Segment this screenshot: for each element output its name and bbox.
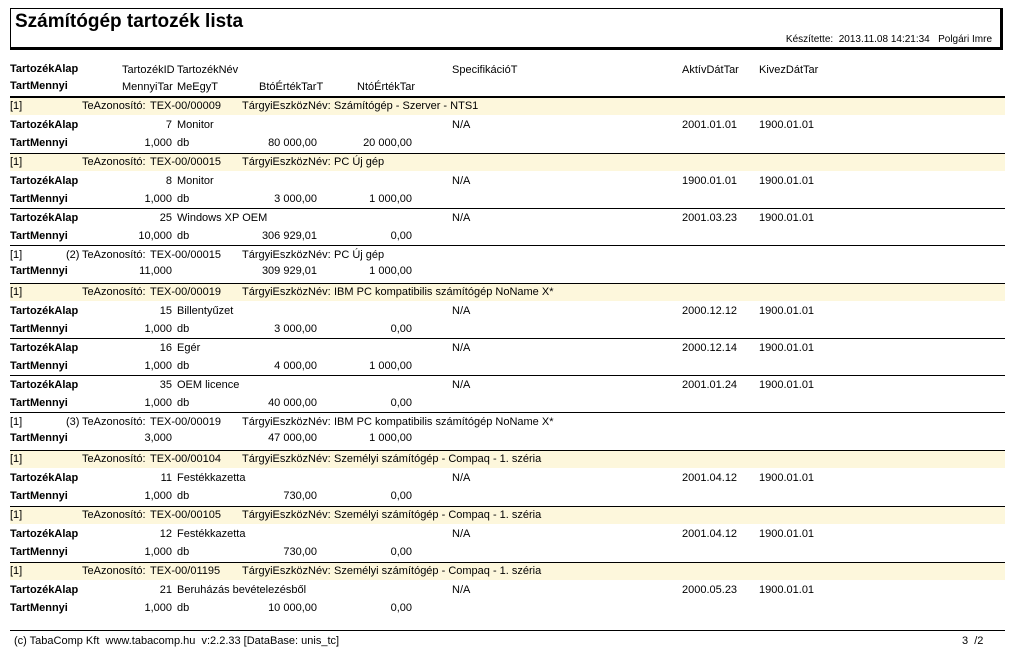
item-id: 7 bbox=[165, 119, 172, 131]
item-nto: 0,00 bbox=[390, 397, 412, 409]
header-tartozeknev: TartozékNév bbox=[177, 64, 239, 76]
item-aktiv: 1900.01.01 bbox=[682, 175, 738, 187]
summary-nto: 1 000,00 bbox=[369, 432, 412, 444]
item-kivez: 1900.01.01 bbox=[759, 305, 815, 317]
item-kivez: 1900.01.01 bbox=[759, 212, 815, 224]
report-header bbox=[10, 8, 1003, 50]
group-targyi-label: TárgyiEszközNév: bbox=[242, 100, 331, 112]
item-qty: 1,000 bbox=[144, 137, 172, 149]
item-name: Windows XP OEM bbox=[177, 212, 268, 224]
item-alap-label: TartozékAlap bbox=[10, 175, 79, 187]
item-unit: db bbox=[177, 397, 190, 409]
item-kivez: 1900.01.01 bbox=[759, 342, 815, 354]
item-spec: N/A bbox=[452, 342, 471, 354]
item-alap-label: TartozékAlap bbox=[10, 528, 79, 540]
item-unit: db bbox=[177, 137, 190, 149]
summary-mennyi-label: TartMennyi bbox=[10, 265, 68, 277]
summary-nev: PC Új gép bbox=[334, 249, 385, 261]
group-bracket: [1] bbox=[10, 565, 23, 577]
item-unit: db bbox=[177, 602, 190, 614]
item-qty: 1,000 bbox=[144, 360, 172, 372]
summary-rule bbox=[10, 412, 1005, 413]
group-nev: PC Új gép bbox=[334, 156, 385, 168]
item-spec: N/A bbox=[452, 119, 471, 131]
item-unit: db bbox=[177, 323, 190, 335]
header-aktivdat: AktívDátTar bbox=[682, 64, 739, 76]
item-kivez: 1900.01.01 bbox=[759, 119, 815, 131]
summary-bracket: [1] bbox=[10, 249, 23, 261]
header-meegyt: MeEgyT bbox=[177, 81, 218, 93]
item-alap-label: TartozékAlap bbox=[10, 472, 79, 484]
item-kivez: 1900.01.01 bbox=[759, 472, 815, 484]
header-tartmennyi: TartMennyi bbox=[10, 80, 68, 92]
item-nto: 0,00 bbox=[390, 602, 412, 614]
item-id: 8 bbox=[165, 175, 172, 187]
group-teazon-label: TeAzonosító: bbox=[82, 156, 146, 168]
item-bto: 3 000,00 bbox=[274, 193, 317, 205]
group-targyi-label: TárgyiEszközNév: bbox=[242, 286, 331, 298]
item-nto: 0,00 bbox=[390, 230, 412, 242]
item-spec: N/A bbox=[452, 472, 471, 484]
item-aktiv: 2001.03.23 bbox=[682, 212, 738, 224]
item-unit: db bbox=[177, 546, 190, 558]
item-alap-label: TartozékAlap bbox=[10, 379, 79, 391]
item-bto: 4 000,00 bbox=[274, 360, 317, 372]
item-qty: 1,000 bbox=[144, 490, 172, 502]
item-nto: 1 000,00 bbox=[369, 193, 412, 205]
summary-teazon-label: TeAzonosító: bbox=[82, 416, 146, 428]
summary-targyi-label: TárgyiEszközNév: bbox=[242, 249, 331, 261]
item-qty: 1,000 bbox=[144, 323, 172, 335]
group-bracket: [1] bbox=[10, 100, 23, 112]
item-kivez: 1900.01.01 bbox=[759, 175, 815, 187]
item-aktiv: 2001.01.01 bbox=[682, 119, 738, 131]
item-alap-label: TartozékAlap bbox=[10, 212, 79, 224]
created-at: 2013.11.08 14:21:34 bbox=[838, 34, 930, 45]
item-spec: N/A bbox=[452, 305, 471, 317]
item-id: 21 bbox=[159, 584, 172, 596]
group-teazon: TEX-00/00009 bbox=[150, 100, 221, 112]
group-targyi-label: TárgyiEszközNév: bbox=[242, 453, 331, 465]
summary-teazon: TEX-00/00015 bbox=[150, 249, 221, 261]
item-unit: db bbox=[177, 490, 190, 502]
summary-count: (3) bbox=[66, 416, 80, 428]
group-teazon: TEX-00/00104 bbox=[150, 453, 221, 465]
summary-count: (2) bbox=[66, 249, 80, 261]
group-nev: Számítógép - Szerver - NTS1 bbox=[334, 100, 479, 112]
item-nto: 1 000,00 bbox=[369, 360, 412, 372]
header-tartozekid: TartozékID bbox=[122, 64, 175, 76]
group-bracket: [1] bbox=[10, 156, 23, 168]
header-btoertek: BtóÉrtékTarT bbox=[259, 81, 324, 93]
group-nev: IBM PC kompatibilis számítógép NoName X* bbox=[334, 286, 554, 298]
item-aktiv: 2000.12.14 bbox=[682, 342, 738, 354]
item-aktiv: 2001.01.24 bbox=[682, 379, 738, 391]
summary-nev: IBM PC kompatibilis számítógép NoName X* bbox=[334, 416, 554, 428]
item-name: OEM licence bbox=[177, 379, 240, 391]
item-unit: db bbox=[177, 193, 190, 205]
item-name: Beruházás bevételezésből bbox=[177, 584, 307, 596]
footer-rule bbox=[10, 630, 1005, 631]
created-by: Polgári Imre bbox=[938, 34, 992, 45]
item-bto: 10 000,00 bbox=[268, 602, 317, 614]
item-name: Monitor bbox=[177, 119, 214, 131]
item-name: Egér bbox=[177, 342, 201, 354]
item-name: Festékkazetta bbox=[177, 528, 246, 540]
item-mennyi-label: TartMennyi bbox=[10, 397, 68, 409]
group-nev: Személyi számítógép - Compaq - 1. széria bbox=[334, 565, 542, 577]
item-spec: N/A bbox=[452, 584, 471, 596]
item-unit: db bbox=[177, 230, 190, 242]
summary-bto: 47 000,00 bbox=[268, 432, 317, 444]
summary-targyi-label: TárgyiEszközNév: bbox=[242, 416, 331, 428]
report-meta bbox=[786, 34, 992, 45]
item-spec: N/A bbox=[452, 175, 471, 187]
item-id: 16 bbox=[159, 342, 172, 354]
group-nev: Személyi számítógép - Compaq - 1. széria bbox=[334, 453, 542, 465]
group-teazon: TEX-00/00105 bbox=[150, 509, 221, 521]
item-nto: 0,00 bbox=[390, 546, 412, 558]
summary-qty: 11,000 bbox=[139, 265, 172, 277]
report-title: Számítógép tartozék lista bbox=[15, 11, 244, 32]
item-rule bbox=[10, 338, 1005, 339]
item-mennyi-label: TartMennyi bbox=[10, 137, 68, 149]
item-mennyi-label: TartMennyi bbox=[10, 602, 68, 614]
item-alap-label: TartozékAlap bbox=[10, 584, 79, 596]
summary-mennyi-label: TartMennyi bbox=[10, 432, 68, 444]
summary-qty: 3,000 bbox=[144, 432, 172, 444]
item-id: 11 bbox=[160, 472, 172, 484]
group-teazon: TEX-00/00015 bbox=[150, 156, 221, 168]
item-bto: 730,00 bbox=[283, 490, 317, 502]
group-targyi-label: TárgyiEszközNév: bbox=[242, 509, 331, 521]
item-kivez: 1900.01.01 bbox=[759, 528, 815, 540]
header-ntoertek: NtóÉrtékTar bbox=[357, 81, 416, 93]
group-bracket: [1] bbox=[10, 509, 23, 521]
item-unit: db bbox=[177, 360, 190, 372]
item-qty: 10,000 bbox=[138, 230, 172, 242]
header-mennyitar: MennyiTar bbox=[122, 81, 173, 93]
item-alap-label: TartozékAlap bbox=[10, 119, 79, 131]
group-targyi-label: TárgyiEszközNév: bbox=[242, 156, 331, 168]
item-id: 15 bbox=[159, 305, 172, 317]
item-id: 12 bbox=[159, 528, 172, 540]
group-nev: Személyi számítógép - Compaq - 1. széria bbox=[334, 509, 542, 521]
item-mennyi-label: TartMennyi bbox=[10, 490, 68, 502]
header-tartozekalap: TartozékAlap bbox=[10, 63, 79, 75]
item-alap-label: TartozékAlap bbox=[10, 305, 79, 317]
item-qty: 1,000 bbox=[144, 546, 172, 558]
item-mennyi-label: TartMennyi bbox=[10, 193, 68, 205]
summary-nto: 1 000,00 bbox=[369, 265, 412, 277]
item-name: Monitor bbox=[177, 175, 214, 187]
item-bto: 730,00 bbox=[283, 546, 317, 558]
item-rule bbox=[10, 375, 1005, 376]
summary-teazon: TEX-00/00019 bbox=[150, 416, 221, 428]
header-kivezdat: KivezDátTar bbox=[759, 64, 819, 76]
item-qty: 1,000 bbox=[144, 397, 172, 409]
item-qty: 1,000 bbox=[144, 602, 172, 614]
item-id: 35 bbox=[159, 379, 172, 391]
group-bracket: [1] bbox=[10, 453, 23, 465]
group-teazon-label: TeAzonosító: bbox=[82, 100, 146, 112]
item-aktiv: 2000.12.12 bbox=[682, 305, 738, 317]
group-teazon-label: TeAzonosító: bbox=[82, 286, 146, 298]
item-bto: 80 000,00 bbox=[268, 137, 317, 149]
group-targyi-label: TárgyiEszközNév: bbox=[242, 565, 331, 577]
item-alap-label: TartozékAlap bbox=[10, 342, 79, 354]
item-kivez: 1900.01.01 bbox=[759, 379, 815, 391]
item-name: Festékkazetta bbox=[177, 472, 246, 484]
item-qty: 1,000 bbox=[144, 193, 172, 205]
item-kivez: 1900.01.01 bbox=[759, 584, 815, 596]
summary-teazon-label: TeAzonosító: bbox=[82, 249, 146, 261]
header-specifikacio: SpecifikációT bbox=[452, 64, 518, 76]
item-nto: 20 000,00 bbox=[363, 137, 412, 149]
group-bracket: [1] bbox=[10, 286, 23, 298]
item-mennyi-label: TartMennyi bbox=[10, 546, 68, 558]
item-mennyi-label: TartMennyi bbox=[10, 323, 68, 335]
item-name: Billentyűzet bbox=[177, 305, 234, 317]
group-teazon: TEX-00/01195 bbox=[150, 565, 221, 577]
item-aktiv: 2001.04.12 bbox=[682, 472, 738, 484]
item-aktiv: 2001.04.12 bbox=[682, 528, 738, 540]
item-id: 25 bbox=[159, 212, 172, 224]
item-bto: 3 000,00 bbox=[274, 323, 317, 335]
summary-bto: 309 929,01 bbox=[261, 265, 317, 277]
item-bto: 306 929,01 bbox=[261, 230, 317, 242]
created-label: Készítette: bbox=[785, 34, 834, 45]
footer-text: (c) TabaComp Kft www.tabacomp.hu v:2.2.33 [DataBase: unis_tc] bbox=[14, 635, 340, 647]
item-spec: N/A bbox=[452, 528, 471, 540]
item-mennyi-label: TartMennyi bbox=[10, 360, 68, 372]
item-aktiv: 2000.05.23 bbox=[682, 584, 738, 596]
group-teazon-label: TeAzonosító: bbox=[82, 565, 146, 577]
page-number: 3 /2 bbox=[962, 635, 984, 647]
item-rule bbox=[10, 208, 1005, 209]
group-teazon-label: TeAzonosító: bbox=[82, 453, 146, 465]
item-nto: 0,00 bbox=[390, 490, 412, 502]
item-spec: N/A bbox=[452, 379, 471, 391]
group-teazon-label: TeAzonosító: bbox=[82, 509, 146, 521]
item-spec: N/A bbox=[452, 212, 471, 224]
summary-bracket: [1] bbox=[10, 416, 23, 428]
item-bto: 40 000,00 bbox=[268, 397, 317, 409]
item-mennyi-label: TartMennyi bbox=[10, 230, 68, 242]
item-nto: 0,00 bbox=[390, 323, 412, 335]
summary-rule bbox=[10, 245, 1005, 246]
group-teazon: TEX-00/00019 bbox=[150, 286, 221, 298]
